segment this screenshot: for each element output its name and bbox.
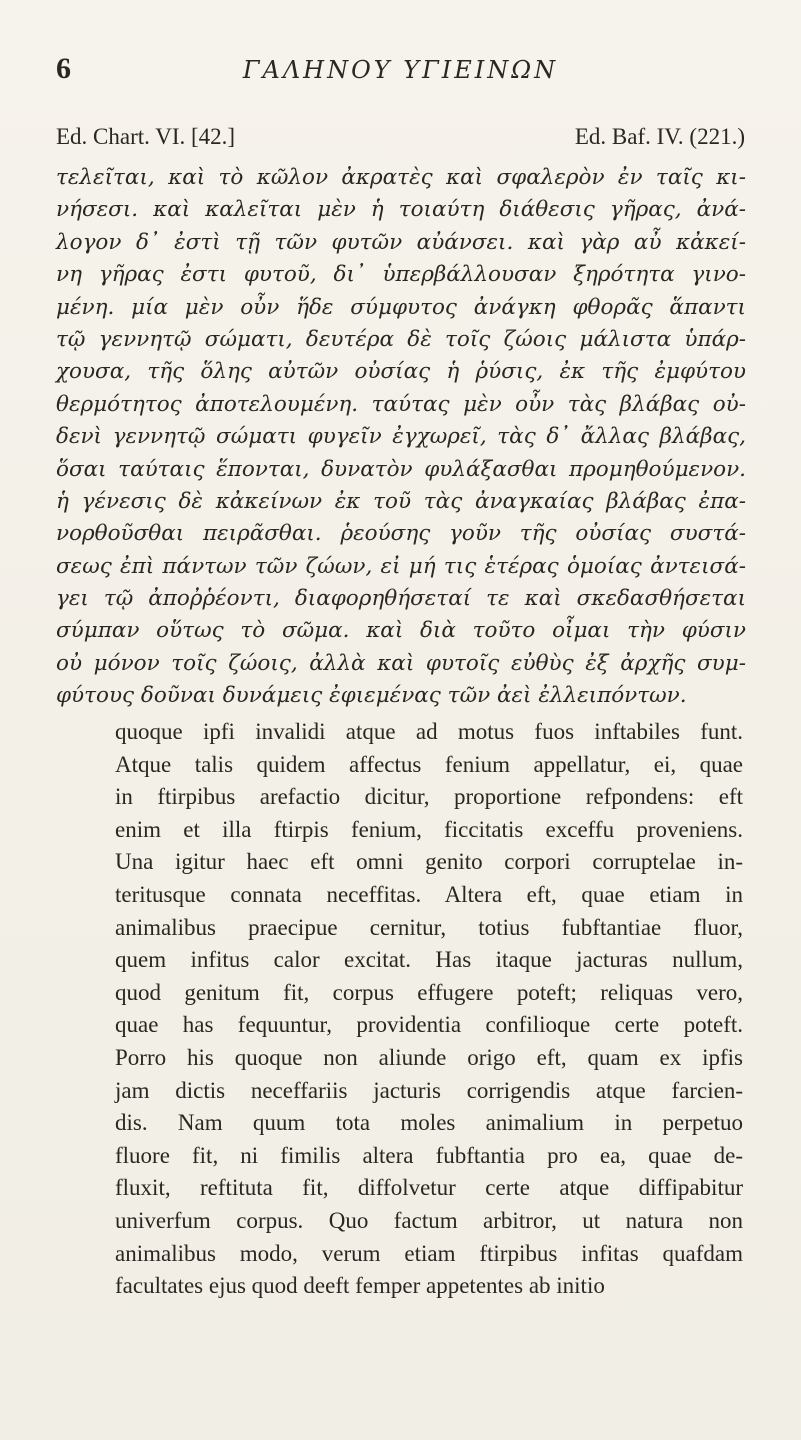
greek-line: τῷ γεννητῷ σώματι, δευτέρα δὲ τοῖς ζώοις μάλιστα ὑπάρ- <box>56 326 746 352</box>
latin-line: jam dictis neceffariis jacturis corrigendis atque farcien- <box>115 1077 743 1103</box>
running-head <box>56 48 745 88</box>
latin-line: fluxit, reftituta fit, diffolvetur certe atque diffipabitur <box>115 1175 743 1201</box>
latin-line: Una igitur haec eft omni genito corpori corruptelae in- <box>115 849 743 875</box>
greek-line: νήσεσι. καὶ καλεῖται μὲν ἡ τοιαύτη διάθεσις γῆρας, ἀνά- <box>56 197 746 223</box>
latin-line: animalibus modo, verum etiam ftirpibus infitas quafdam <box>115 1240 743 1266</box>
greek-line: τελεῖται, καὶ τὸ κῶλον ἀκρατὲς καὶ σφαλερὸν ἐν ταῖς κι- <box>56 165 746 190</box>
latin-line: facultates ejus quod deeft femper appetentes ab initio <box>115 1273 605 1299</box>
latin-text <box>115 716 743 1303</box>
latin-line: Atque talis quidem affectus fenium appellatur, ei, quae <box>115 751 743 777</box>
edition-reference-line <box>56 124 745 154</box>
greek-line: φύτους δοῦναι δυνάμεις ἐφιεμένας τῶν ἀεὶ ἐλλειπόντων. <box>56 683 687 709</box>
latin-line: enim et illa ftirpis fenium, ficcitatis exceffu proveniens. <box>115 816 743 842</box>
greek-text <box>56 162 746 713</box>
latin-line: animalibus praecipue cernitur, totius fubftantiae fluor, <box>115 914 743 940</box>
latin-line: fluore fit, ni fimilis altera fubftantia pro ea, quae de- <box>115 1142 743 1168</box>
latin-line: univerfum corpus. Quo factum arbitror, ut natura non <box>115 1207 743 1233</box>
greek-line: θερμότητος ἀποτελουμένη. ταύτας μὲν οὖν τὰς βλάβας οὐ- <box>56 391 746 417</box>
latin-line: dis. Nam quum tota moles animalium in perpetuo <box>115 1110 743 1136</box>
greek-line: χουσα, τῆς ὅλης αὐτῶν οὐσίας ἡ ῥύσις, ἐκ τῆς ἐμφύτου <box>56 359 746 385</box>
latin-line: Porro his quoque non aliunde origo eft, quam ex ipfis <box>115 1044 743 1070</box>
latin-line: quoque ipfi invalidi atque ad motus fuos inftabiles funt. <box>115 719 743 744</box>
latin-line: quem infitus calor excitat. Has itaque jacturas nullum, <box>115 947 743 973</box>
greek-line: ἡ γένεσις δὲ κἀκείνων ἐκ τοῦ τὰς ἀναγκαίας βλάβας ἐπα- <box>56 488 746 514</box>
page-number: 6 <box>56 52 71 85</box>
greek-line: οὐ μόνον τοῖς ζώοις, ἀλλὰ καὶ φυτοῖς εὐθὺς ἐξ ἀρχῆς συμ- <box>56 650 746 676</box>
greek-line: νορθοῦσθαι πειρᾶσθαι. ῥεούσης γοῦν τῆς οὐσίας συστά- <box>56 521 746 547</box>
greek-line: σεως ἐπὶ πάντων τῶν ζώων, εἰ μή τις ἑτέρας ὁμοίας ἀντεισά- <box>56 553 746 579</box>
greek-line: δενὶ γεννητῷ σώματι φυγεῖν ἐγχωρεῖ, τὰς δ᾽ ἄλλας βλάβας, <box>56 424 746 450</box>
greek-line: ὅσαι ταύταις ἕπονται, δυνατὸν φυλάξασθαι προμηθούμενον. <box>56 456 746 482</box>
running-title: ΓΑΛΗΝΟΥ ΥΓΙΕΙΝΩΝ <box>242 56 559 84</box>
latin-line: in ftirpibus arefactio dicitur, proportione refpondens: eft <box>115 784 743 810</box>
greek-line: σύμπαν οὕτως τὸ σῶμα. καὶ διὰ τοῦτο οἶμαι τὴν φύσιν <box>56 618 746 644</box>
latin-line: quae has fequuntur, providentia confilioque certe poteft. <box>115 1012 743 1038</box>
edition-reference-basel: Ed. Baf. IV. (221.) <box>574 124 745 149</box>
greek-line: λογον δ᾽ ἐστὶ τῇ τῶν φυτῶν αὐάνσει. καὶ γὰρ αὖ κἀκεί- <box>56 229 746 255</box>
greek-line: γει τῷ ἀποῤῥέοντι, διαφορηθήσεταί τε καὶ σκεδασθήσεται <box>56 586 746 612</box>
edition-reference-chartier: Ed. Chart. VI. [42.] <box>56 124 236 149</box>
latin-line: quod genitum fit, corpus effugere poteft; reliquas vero, <box>115 979 743 1005</box>
latin-line: teritusque connata neceffitas. Altera eft, quae etiam in <box>115 881 743 907</box>
greek-line: μένη. μία μὲν οὖν ἥδε σύμφυτος ἀνάγκη φθορᾶς ἅπαντι <box>56 294 746 320</box>
greek-line: νη γῆρας ἐστι φυτοῦ, δι᾽ ὑπερβάλλουσαν ξηρότητα γινο- <box>56 262 746 288</box>
